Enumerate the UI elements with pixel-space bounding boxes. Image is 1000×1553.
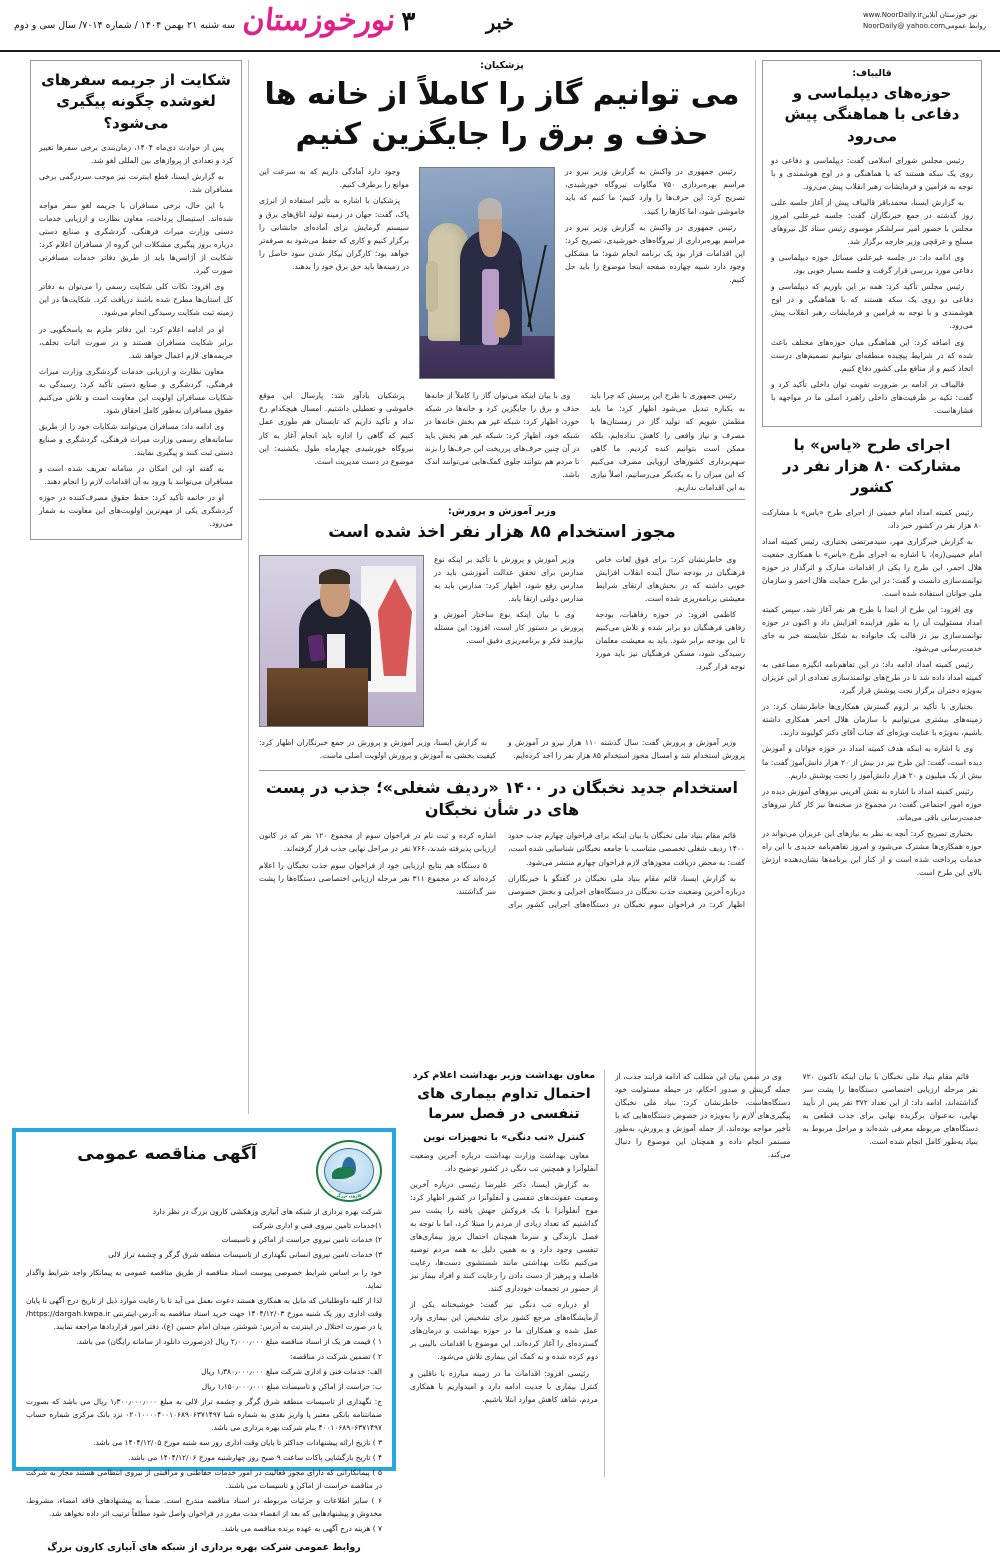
story-education-body-continued [259, 736, 745, 765]
story-yas-headline: اجرای طرح «یاس» با مشارکت ۸۰ هزار نفر در کشور [782, 435, 962, 497]
advert-paragraph: ج: نگهداری از تاسیسات منطقه شرق گرگر و چشمه تراز لالی به مبلغ ۱٫۳۰۰٫۰۰۰٫۰۰۰ ریال می باشد که بصورت ضمانتنامه بانکی معتبر یا واریز نقدی به شماره شبا ۰۲۰۱۰۰۰۰۴۰۰۱۰۶۸۹۰۶۳۷۱۴۹۷ نزد بانک مرکزی شماره حساب ۴۰۰۱۰۶۸۹۰۶۳۷۱۴۹۷ بنام شرکت بهره برداری می باشد. [26, 1396, 382, 1433]
column-middle [248, 60, 756, 1114]
paragraph: به گفته او، این امکان در سامانه تعریف شده است و مسافران می‌توانند با ورود به آن اقدامات لازم را انجام دهند. [39, 463, 233, 487]
page-number: ۳ [401, 7, 416, 37]
paper-logo: نورخوزستان [241, 3, 398, 38]
story-health-kicker: معاون بهداشت وزیر بهداشت اعلام کرد [412, 1070, 596, 1081]
advert-paragraph: ۱ ) قیمت هر یک از اسناد مناقصه مبلغ ۲٫۰۰۰٫۰۰۰ ریال (درصورت دانلود از سامانه رایگان) می باشد. [76, 1336, 382, 1346]
page-grid [0, 52, 1000, 1114]
photo-microphone [307, 635, 325, 662]
story-yas [762, 435, 982, 879]
paragraph: بختیاری تصریح کرد: آنچه به نظر به نیازهای این عزیزان می‌تواند در حوزه همکاری‌ها مشترک می‌شود و امروز تفاهم‌نامه جدیدی با این راه خدمات پرداخت شده است و از کنار این برنامه‌ها نشان‌دهنده ارزش بالای این طرح است. [762, 828, 982, 877]
advert-paragraph: لذا از کلیه داوطلبانی که مایل به همکاری هستند دعوت بعمل می آید تا با رعایت موارد ذیل از تاریخ درج آگهی تا پایان وقت اداری روز یک شنبه مورخ ۱۴۰۴/۱۲/۰۳ جهت خرید اسناد مناقصه به آدرس اینترنتی https://dargah.kwpa.ir/ یا در صورت اختلال در اینترنت به آدرس: شوشتر، میدان امام حسین (ع)، دفتر امور قراردادها مراجعه نمایند. [26, 1295, 382, 1331]
photo-subject-hand [494, 309, 510, 338]
paragraph: پس از حوادث دی‌ماه ۱۴۰۴، زمان‌بندی برخی سفرها تغییر کرد و تعدادی از پروازهای بین المللی لغو شد. [39, 142, 233, 165]
paragraph: رئیس کمیته امداد ادامه داد: در این تفاهم‌نامه انگیزه مضاعفی به کمیته امداد داده شد تا در طرح‌های توانمندسازی تعدادی از این عزیزان به‌ویژه دختران برگزار تحت پوشش قرار گیرد. [762, 660, 982, 696]
advert-terms [26, 1266, 382, 1536]
paragraph: رئیس جمهوری در واکنش به گزارش وزیر نیرو در مراسم بهره‌برداری ۷۵۰ مگاوات نیروگاه خورشیدی، تصریح کرد: این حرف‌ها را وارد کنیم؛ ما کنیم که باید خاموشی شود، اما کارها را کنید. [565, 167, 745, 216]
dateline: سه شنبه ۲۱ بهمن ۱۴۰۴ / شماره ۷۰۱۴/ سال سی و دوم [14, 20, 236, 31]
photo-subject-hair [478, 198, 502, 219]
paragraph: معاون نظارت و ارزیابی خدمات گردشگری وزارت میراث فرهنگی، گردشگری و صنایع دستی تأکید کرد: رسیدگی به شکایات مسافران اولویت این معاونت است و تلاش می‌کنیم حقوق مسافران به‌طور کامل احقاق شود. [39, 366, 233, 415]
paragraph: رئیسی افزود: اقدامات ما در زمینه مبارزه با ناقلین و کنترل بیماری با جدیت ادامه دارد و امیدواریم با همکاری مردم، شاهد کاهش موارد ابتلا باشیم. [410, 1368, 598, 1404]
story-education-kicker: وزیر آموزش و پرورش: [447, 505, 557, 517]
paragraph: وی با بیان اینکه نوع ساختار آموزش و پرورش بر دستور کار است، افزود: این مسئله نیازمند فکر و برنامه‌ریزی دقیق است. [434, 609, 584, 645]
story-elites-headline: استخدام جدید نخبگان در ۱۴۰۰ «ردیف شغلی»؛ جذب در پست های در شأن نخبگان [266, 777, 738, 820]
story-education [259, 506, 745, 765]
paragraph: رئیس کمیته امداد با اشاره به نقش آفرینی نیروهای آموزش دیده در حوزه امور اجتماعی گفت: در مجموع در صحنه‌ها نیز کار کنار نیروهای خدمت‌رسانی باقی می‌ماند. [762, 786, 982, 822]
paragraph: به گزارش خبرگزاری مهر، سیدمرتضی بختیاری، رئیس کمیته امداد امام خمینی(ره)، با اشاره به اجرای طرح «یاس» با همکاری جمعیت هلال احمر، این طرح را یکی از اقدامات مبارک و اثرگذار در حوزه توانمندسازی دانست و گفت: در این طرح حمایت هلال احمر و سازمان ملی جوانان استفاده شده است. [762, 536, 982, 598]
paragraph: رئیس کمیته امداد امام خمینی از اجرای طرح «یاس» با مشارکت ۸۰ هزار نفر در کشور خبر داد. [762, 507, 982, 530]
paragraph: وی اضافه کرد: این هماهنگی میان حوزه‌های مختلف باعث شده که در شرایط پیچیده منطقه‌ای بتوانیم تصمیم‌های درست اتخاذ کنیم و از منافع ملی کشور دفاع کنیم. [771, 337, 973, 373]
paragraph: وی افزود: نکات کلی شکایت رسمی را می‌توان به دفاتر کل استان‌ها مطرح شده باشند دریافت کرد. شکایت‌ها در این زمینه ثبت شکایت رسیدگی انجام می‌شود. [39, 282, 233, 318]
paragraph: رئیس مجلس تأکید کرد: همه بر این باوریم که دیپلماسی و دفاعی دو روی یک سکه هستند که با هماهنگی و در اوج هوشمندی و با توجه به فرامین و فرمایشات رهبر انقلاب پیش می‌رود. [771, 282, 973, 331]
advert-paragraph: ۷ ) هزینه درج آگهی به عهده برنده مناقصه می باشد. [221, 1524, 382, 1534]
story-travel-body [39, 141, 233, 530]
advert-intro: شرکت بهره برداری از شبکه های آبیاری وزهکشی کارون بزرگ در نظر دارد [152, 1207, 382, 1216]
lead-story-headline: می توانیم گاز را کاملاً از خانه ها حذف و برق را جایگزین کنیم [264, 77, 740, 153]
paragraph: وی با اشاره به اینکه هدف کمیته امداد در حوزه جوانان و آموزش دیده است، گفت: این طرح نیز در بیش از ۲۰ هزار دانش‌آموز گفت: ما بیش از یک میلیون و ۲۰ هزار دانش‌آموز را تحت پوشش داریم. [762, 744, 982, 780]
lead-story-body-right [259, 165, 409, 275]
public-tender-advert [12, 1128, 396, 1553]
paragraph: او در ادامه اعلام کرد: این دفاتر ملزم به پاسخگویی در برابر شکایت مسافران هستند و در صورت اثبات تخلف، جریمه‌های لازم اعمال خواهد شد. [39, 324, 233, 360]
paragraph: وزیر آموزش و پرورش گفت: سال گذشته ۱۱۰ هزار نیرو در آموزش و پرورش استخدام شد و امسال مجوز استخدام ۸۵ هزار نفر را اخذ کرده‌ایم. [508, 737, 745, 760]
story-travel-headline: شکایت از جریمه سفرهای لغوشده چگونه پیگیری می‌شود؟ [41, 71, 231, 132]
paragraph: معاون بهداشت وزارت بهداشت درباره آخرین وضعیت آنفلوآنزا و همچنین تب دنگی در کشور توضیح داد. [410, 1150, 598, 1173]
advert-intro-block [26, 1205, 382, 1261]
story-elites-body-continued [615, 1070, 978, 1161]
section-title: خبر [486, 12, 514, 34]
lead-story-body-left [565, 165, 745, 288]
advert-paragraph: ۵ ) پیمانکارانی که دارای مجوز فعالیت در امور خدمات حفاظتی و مراقبتی از نیروی انتظامی هستند مجاز به شرکت در مناقصه حراست از اماکن و تاسیسات می باشند. [26, 1468, 382, 1491]
lead-story-kicker: پزشکیان: [480, 60, 524, 71]
paragraph: پزشکیان یادآور شد: پارسال این موقع خاموشی و تعطیلی داشتیم. امسال هیچکدام رخ نداد و تأکید داریم که تابستان هم طوری عمل کنیم که گاهی را اداره باید انجام آغاز به کار نیروگاه خورشیدی چهارماه طول یکشنبه: این موضوع در دست مدیریت است. [259, 391, 414, 466]
masthead-brand [14, 3, 416, 38]
paragraph: او درباره تب دنگی نیز گفت: خوشبختانه یکی از آزمایشگاه‌های مرجع کشور برای تشخیص این بیماری وارد عمل شده و همکاران ما در حوزه بهداشت و درمان‌های گسترده‌ای را آغاز کرده‌اند. این موضوع با اقدامات بالینی بر دوم کرده شده و به کمک این بیماری تلاش می‌شود. [410, 1300, 598, 1362]
advert-title: آگهی مناقصه عمومی [77, 1144, 257, 1164]
paragraph: به گزارش ایسنا، دکتر علیرضا رئیسی درباره آخرین وضعیت عفونت‌های تنفسی و آنفلوآنزا در کشور اظهار کرد: موج آنفلوآنزا با یک فروکش جهش یافته را پشت سر گذاشتیم که تعداد زیادی از مردم را مبتلا کرد، اما با توجه به فصل بارندگی و سرما همچنان احتمال بروز بیماری‌های تنفسی وجود دارد و به همین دلیل به همه مردم توصیه می‌کنیم نکات بهداشتی مانند شستشوی دست‌ها، رعایت فاصله و پرهیز از دست دادن را رعایت کنند و افراد بیمار نیز از حضور در تجمعات خودداری کنند. [410, 1179, 598, 1294]
story-qalibaf [762, 60, 982, 427]
advert-paragraph: ۲ ) تضمین شرکت در مناقصه: [290, 1351, 382, 1361]
advert-item: ۱)خدمات تامین نیروی فنی و اداری شرکت [252, 1221, 382, 1231]
paragraph: وی ادامه داد: در جلسه غیرعلنی مسائل حوزه دیپلماسی و دفاعی مورد بررسی قرار گرفت و جلسه بسیار خوبی بود. [771, 253, 973, 276]
paragraph: رئیس مجلس شورای اسلامی گفت: دیپلماسی و دفاعی دو روی یک سکه هستند که با هماهنگی و در اوج هوشمندی و با توجه به فرامین و فرمایشات رهبر انقلاب پیش می‌رود. [771, 155, 973, 191]
photo-podium [267, 668, 368, 726]
paragraph: قائم مقام بنیاد ملی نخبگان با بیان اینکه تاکنون ۷۲۰ نفر مرحله ارزیابی اختصاصی دستگاه‌ها را پشت سر گذاشته‌اند، ادامه داد: از این تعداد ۳۷۲ نفر پس از تأیید نهایی، به‌عنوان برگزیده نهایی برای جذب قطعی به دستگاه‌های مربوطه معرفی شده‌اند و مراحل مربوط به بنیاد به‌طور کامل انجام شده است. [802, 1072, 978, 1147]
story-health-subhead: کنترل «تب دنگی» با تجهیزات نوین [423, 1131, 585, 1143]
paragraph: رئیس جمهوری با طرح این پرسش که چرا باید به یکباره تبدیل می‌شود اظهار کرد: ما باید مطمئن شویم که تولید گاز در زمستان‌ها با مصرف و نیاز واقعی را کاهش نداده‌ایم، بلکه ممکن است بتوانیم کنده کردیم. ما گاهی سهم‌برداری کشورهای اروپایی مصرف می‌کنیم که این میزان را به یکدیگر می‌رسانیم، اصلاً نیازی به این اقدامات نداریم. [590, 391, 745, 492]
paragraph: به گزارش ایسنا، قطع اینترنت نیز موجب سردرگمی برخی مسافران شد. [39, 171, 233, 195]
story-qalibaf-kicker: قالیباف: [852, 68, 892, 79]
advert-paragraph: خود را بر اساس شرایط خصوصی پیوست اسناد مناقصه از طریق مناقصه عمومی به پیمانکار واجد شرایط واگذار نماید. [26, 1267, 382, 1290]
paragraph: قائم مقام بنیاد ملی نخبگان با بیان اینکه برای فراخوان چهارم جذب حدود ۱۴۰۰ ردیف شغلی تخصصی متناسب با جامعه نخبگانی شناسایی شده است، گفت: به محض دریافت مجوزهای لازم فراخوان چهارم منتشر می‌شود. [508, 831, 745, 867]
paragraph: به گزارش ایسنا، قائم مقام بنیاد ملی نخبگان در گفتگو با خبرنگاران درباره آخرین وضعیت جذب نخبگان در دستگاه‌های اجرایی و بخش خصوصی اظهار کرد: در فراخوان سوم نخبگان در دستگاه‌های اجرایی کشور برای اشاره کرده و ثبت نام در فراخوان سوم از مجموع ۱۲۰ نفر که در کانون ارزیابی پذیرفته شدند، ۷۶۶ نفر در مراحل نهایی جذب قرار گرفته‌اند. [259, 831, 745, 909]
story-education-body [434, 553, 745, 673]
paragraph: قالیباف در ادامه بر ضرورت تقویت توان داخلی تأکید کرد و گفت: تکیه بر ظرفیت‌های داخلی راهبرد اصلی ما در مواجهه با فشارهاست. [771, 379, 973, 415]
story-elites [259, 777, 745, 911]
masthead-pr-label: روابط عمومی [945, 21, 986, 30]
paragraph: به گزارش ایسنا، وزیر آموزش و پرورش در جمع خبرنگاران اظهار کرد: کیفیت بخشی به آموزش و پرورش اولویت اصلی ماست. [259, 737, 496, 760]
story-travel [30, 60, 242, 540]
paragraph: پزشکیان با اشاره به تأثیر استفاده از انرژی پاک، گفت: جهان در زمینه تولید اتاق‌های برق و سیستم گرمایش برای آماده‌ای جانشانی را برگزار کنیم و کاری که حفظ می‌شود به صرفه‌تر خواهد بود؛ کارگران بیکار شدن سود حاصل را در زمینه‌ها باید حق برق خود را بدهند. [259, 196, 409, 271]
story-qalibaf-body [771, 154, 973, 417]
advert-paragraph: ۳ ) تاریخ ارائه پیشنهادات حداکثر تا پایان وقت اداری روز سه شنبه مورخ ۱۴۰۴/۱۲/۰۵ می باشد. [93, 1438, 382, 1448]
story-qalibaf-headline: حوزه‌های دیپلماسی و دفاعی با هماهنگی پیش می‌رود [784, 84, 960, 145]
lead-story-body-continued [259, 389, 745, 493]
paragraph: به گزارش ایسنا، محمدباقر قالیباف پیش از آغاز جلسه علنی روز گذشته در جمع خبرنگاران گفت: جلسه غیرعلنی امروز مجلس با حضور امیر سرلشکر موسوی رئیس ستاد کل نیروهای مسلح و عرقچی وزیر خارجه برگزار شد. [771, 198, 973, 247]
paragraph: کاظمی افزود: در حوزه رفاهیات، بودجه رفاهی فرهنگیان دو برابر شده و تلاش می‌کنیم تا این بودجه برابر شود. باید به معیشت معلمان رسیدگی شود، مسکن فرهنگیان نیز باید مورد توجه قرار گیرد. [595, 609, 745, 671]
masthead [0, 0, 1000, 52]
paragraph: او در خاتمه تأکید کرد: حفظ حقوق مصرف‌کننده در حوزه گردشگری یکی از مهم‌ترین اولویت‌های این معاونت به شمار می‌رود. [39, 493, 233, 529]
paragraph: وی با بیان اینکه می‌توان گاز را کاملاً از خانه‌ها حذف و برق را جایگزین کرد و خانه‌ها در شبکه خورد، اظهار کرد: شبکه غیر هم بخش خانه‌ها در شبکه خود، اظهار کرد: شبکه غیر هم بخش باید در آن چنین حرف‌های پرریخت این حرف‌ها را بزند تا مردم هم بتوانند جلوی کمک‌هایی می‌توانند اندک باشد. [424, 391, 580, 479]
column-left [756, 60, 988, 1114]
paragraph: رئیس جمهوری در واکنش به گزارش وزیر نیرو در مراسم بهره‌برداری از نیروگاه‌های خورشیدی، تصریح کرد: این اقدامات قرار بود یک برنامه انجام شود؛ ما مشکلی وجود دارد شبیه چهارده صفحه اینجا موضوع را باید حل کنیم. [565, 222, 745, 284]
advert-paragraph: ب: حراست از اماکن و تاسیسات مبلغ ۱٫۱۵۰٫۰۰۰٫۰۰۰ ریال [201, 1381, 382, 1391]
advert-paragraph: ۶ ) سایر اطلاعات و جزئیات مربوطه در اسناد مناقصه مندرج است. ضمناً به پیشنهادهای فاقد امضاء، مشروط، مخدوش و پیشنهادهایی که بعد از انقضاء مدت مقرر در فراخوان واصل شود مطلقاً ترتیب اثر داده نخواهد شد. [26, 1496, 382, 1519]
photo-subject-hair [319, 569, 350, 584]
story-health [404, 1070, 604, 1477]
advert-footer: روابط عمومی شرکت بهره برداری از شبکه های آبیاری کارون بزرگ [47, 1542, 361, 1553]
masthead-online-label: نور خوزستان آنلاین [922, 11, 978, 19]
paragraph: بختیاری با تأکید بر لزوم گسترش همکاری‌ها خاطرنشان کرد: در زمینه‌های بیشتری می‌توانیم با سازمان هلال احمر همکاری داشته باشیم، به‌ویژه با عنایت ویژه‌ای که جناب آقای دکتر کولیوند دارند. [762, 702, 982, 738]
paragraph: وزیر آموزش و پرورش با تأکید بر اینکه نوع مدارس برای تحقق عدالت آموزشی باید در مدارس رفع شود، اظهار کرد: مدارس باید به مدارس دولتی ارتقا یابد. [434, 554, 584, 603]
column-right [24, 60, 248, 1114]
story-health-headline: احتمال تداوم بیماری های تنفسی در فصل سرما [417, 1086, 591, 1122]
story-elites-body [259, 829, 745, 910]
lead-story [259, 60, 745, 494]
paragraph: وجود دارد آمادگی داریم که به سرعت این موانع را برطرف کنیم. [259, 167, 409, 190]
story-yas-body [762, 506, 982, 879]
paragraph: وی افزود: این طرح از ابتدا با طرح هر نفر آغاز شد، سپس کمیته امداد مسئولیت آن را به طور فزاینده افزایش داد و اکنون در حوزه توانمندسازی نیز در قالب یک خانواده به شکل شایسته خبر به جای خدمت‌رسانی می‌شود. [762, 605, 982, 654]
divider [259, 770, 745, 771]
paragraph: ۵ دستگاه هم نتایج ارزیابی خود از فراخوان سوم جذب نخبگان را اعلام کرده‌اند که در مجموع ۳۱۱ نفر مرحله ارزیابی اختصاصی دستگاه‌ها را پشت سر گذاشتند. [259, 860, 496, 896]
seal-label: کارون بزرگ [336, 1193, 362, 1198]
company-seal-logo [316, 1140, 382, 1202]
masthead-email[interactable]: NoorDaily@ yahoo.com [862, 21, 946, 30]
advert-paragraph: ۴ ) تاریخ بازگشایی پاکات ساعت ۹ صبح روز چهارشنبه مورخ ۱۴۰۴/۱۲/۰۶ می باشد. [128, 1453, 382, 1463]
lower-section [404, 1070, 988, 1477]
story-health-body [410, 1149, 598, 1406]
advert-header [26, 1140, 382, 1202]
story-education-headline: مجوز استخدام ۸۵ هزار نفر اخذ شده است [328, 521, 676, 542]
story-elites-continued [604, 1070, 988, 1477]
paragraph: با این حال، برخی مسافران با جریمه لغو سفر مواجه شده‌اند. استیصال پرداخت، معاون نظارت و ارزیابی خدمات دستی وزارت میراث فرهنگی، گردشگری و صنایع دستی درباره بروز پیگیری مشکلات این گروه از مسافران اعلام کرد: شکایت از آژانس‌ها باید از طریق دفاتر خدمات مسافرتی صورت گیرد. [39, 201, 233, 276]
advert-item: ۲) خدمات تامین نیروی حراست از اماکن و تاسیسات [221, 1235, 382, 1245]
advert-item: ۳) خدمات تامین نیروی انسانی نگهداری از تاسیسات منطقه شرق گرگر و چشمه تراز لالی [108, 1249, 382, 1259]
paragraph: وی در ضمن بیان این مطلب که ادامه فرایند جذب، از جمله گزینش و صدور احکام، در حیطه مسئولیت خود دستگاه‌هاست، خاطرنشان کرد: بنیاد ملی نخبگان پیگیری‌های لازم را به‌ویژه در خصوص دستگاه‌هایی که با تأخیر مواجه بوده‌اند، از جمله آموزش و پرورش، به‌طور مستمر انجام داده و همچنان این موضوع را دنبال می‌کند. [615, 1072, 791, 1160]
paragraph: وی خاطرنشان کرد: برای قوق لغات خاص فرهنگیان در بودجه سال آینده انقلاب افزایش خوبی داشته که در بخش‌های ارتقای شرایط معیشتی برنامه‌ریزی شده است. [595, 554, 745, 603]
divider [259, 499, 745, 500]
paragraph: وی ادامه داد: مسافران می‌توانند شکایات خود را از طریق سامانه‌های رسمی وزارت میراث فرهنگی، گردشگری و صنایع دستی ثبت کنند و پیگیری نمایند. [39, 421, 233, 457]
masthead-website[interactable]: www.NoorDaily.ir [862, 11, 923, 19]
story-education-photo [259, 555, 424, 727]
lead-story-photo [419, 167, 555, 379]
advert-paragraph: الف: خدمات فنی و اداری شرکت مبلغ ۱٫۳۸۰٫۰۰۰٫۰۰۰ ریال [201, 1366, 382, 1376]
